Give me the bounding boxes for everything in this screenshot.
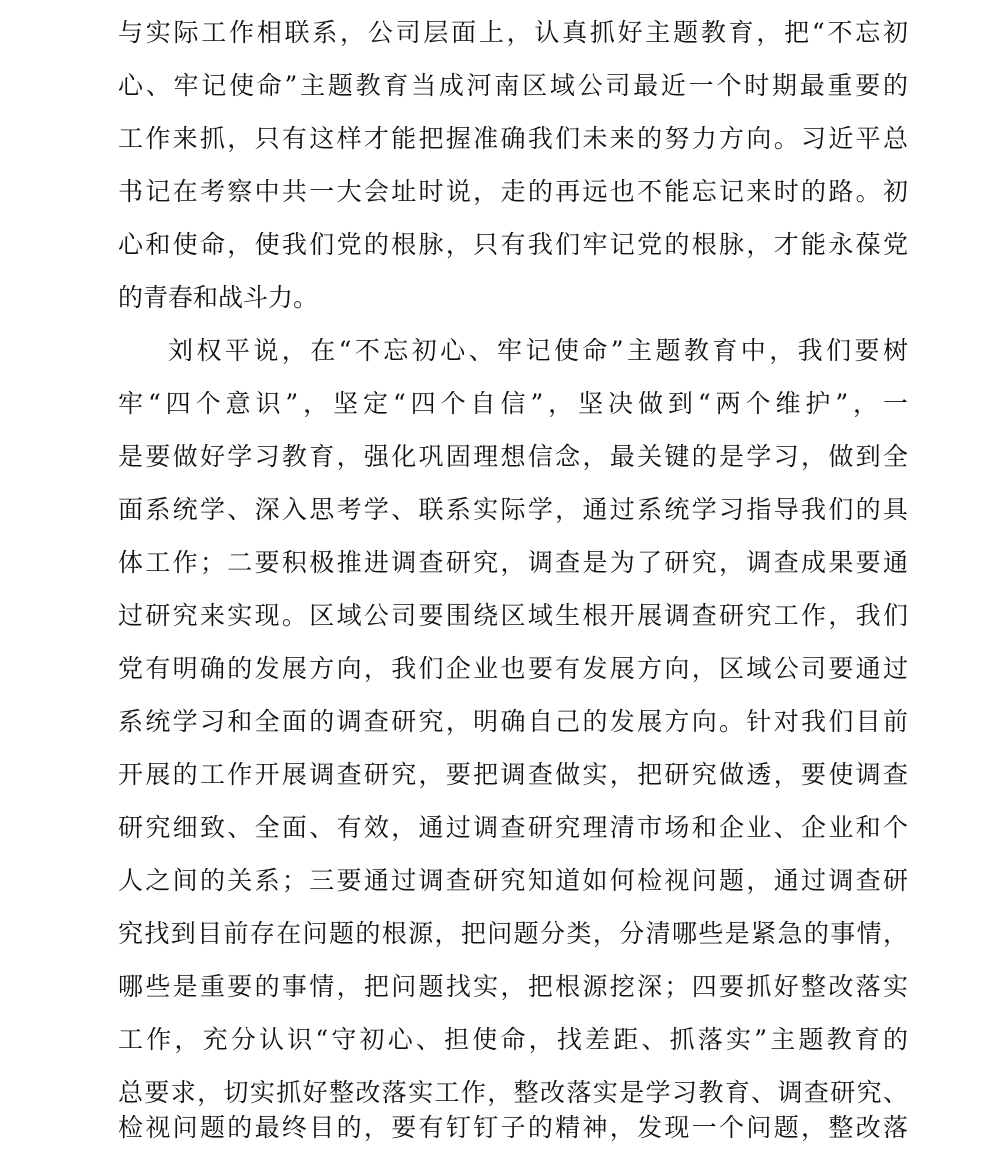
text-line: 过研究来实现。区域公司要围绕区域生根开展调查研究工作，我们 [118,601,908,630]
text-line: 工作，充分认识“守初心、担使命，找差距、抓落实”主题教育的 [118,1025,908,1054]
text-line: 哪些是重要的事情，把问题找实，把根源挖深；四要抓好整改落实 [118,972,908,1001]
text-line: 心、牢记使命”主题教育当成河南区域公司最近一个时期最重要的 [118,71,908,100]
text-line: 是要做好学习教育，强化巩固理想信念，最关键的是学习，做到全 [118,442,908,471]
text-line: 书记在考察中共一大会址时说，走的再远也不能忘记来时的路。初 [118,177,908,206]
text-line: 系统学习和全面的调查研究，明确自己的发展方向。针对我们目前 [118,707,908,736]
text-line: 面系统学、深入思考学、联系实际学，通过系统学习指导我们的具 [118,495,908,524]
text-line: 究找到目前存在问题的根源，把问题分类，分清哪些是紧急的事情， [118,919,908,948]
text-line: 与实际工作相联系，公司层面上，认真抓好主题教育，把“不忘初 [118,18,908,47]
text-line: 总要求，切实抓好整改落实工作，整改落实是学习教育、调查研究、 [118,1078,908,1107]
text-line: 检视问题的最终目的，要有钉钉子的精神，发现一个问题，整改落 [118,1113,908,1142]
text-line: 开展的工作开展调查研究，要把调查做实，把研究做透，要使调查 [118,760,908,789]
text-line: 工作来抓，只有这样才能把握准确我们未来的努力方向。习近平总 [118,124,908,153]
paragraph-first-line: 刘权平说，在“不忘初心、牢记使命”主题教育中，我们要树 [168,336,908,365]
text-line: 人之间的关系；三要通过调查研究知道如何检视问题，通过调查研 [118,866,908,895]
text-line: 牢“四个意识”，坚定“四个自信”，坚决做到“两个维护”，一 [118,389,908,418]
text-line: 研究细致、全面、有效，通过调查研究理清市场和企业、企业和个 [118,813,908,842]
text-line: 体工作；二要积极推进调查研究，调查是为了研究，调查成果要通 [118,548,908,577]
text-line: 的青春和战斗力。 [118,283,319,312]
text-line: 心和使命，使我们党的根脉，只有我们牢记党的根脉，才能永葆党 [118,230,908,259]
text-line: 党有明确的发展方向，我们企业也要有发展方向，区域公司要通过 [118,654,908,683]
